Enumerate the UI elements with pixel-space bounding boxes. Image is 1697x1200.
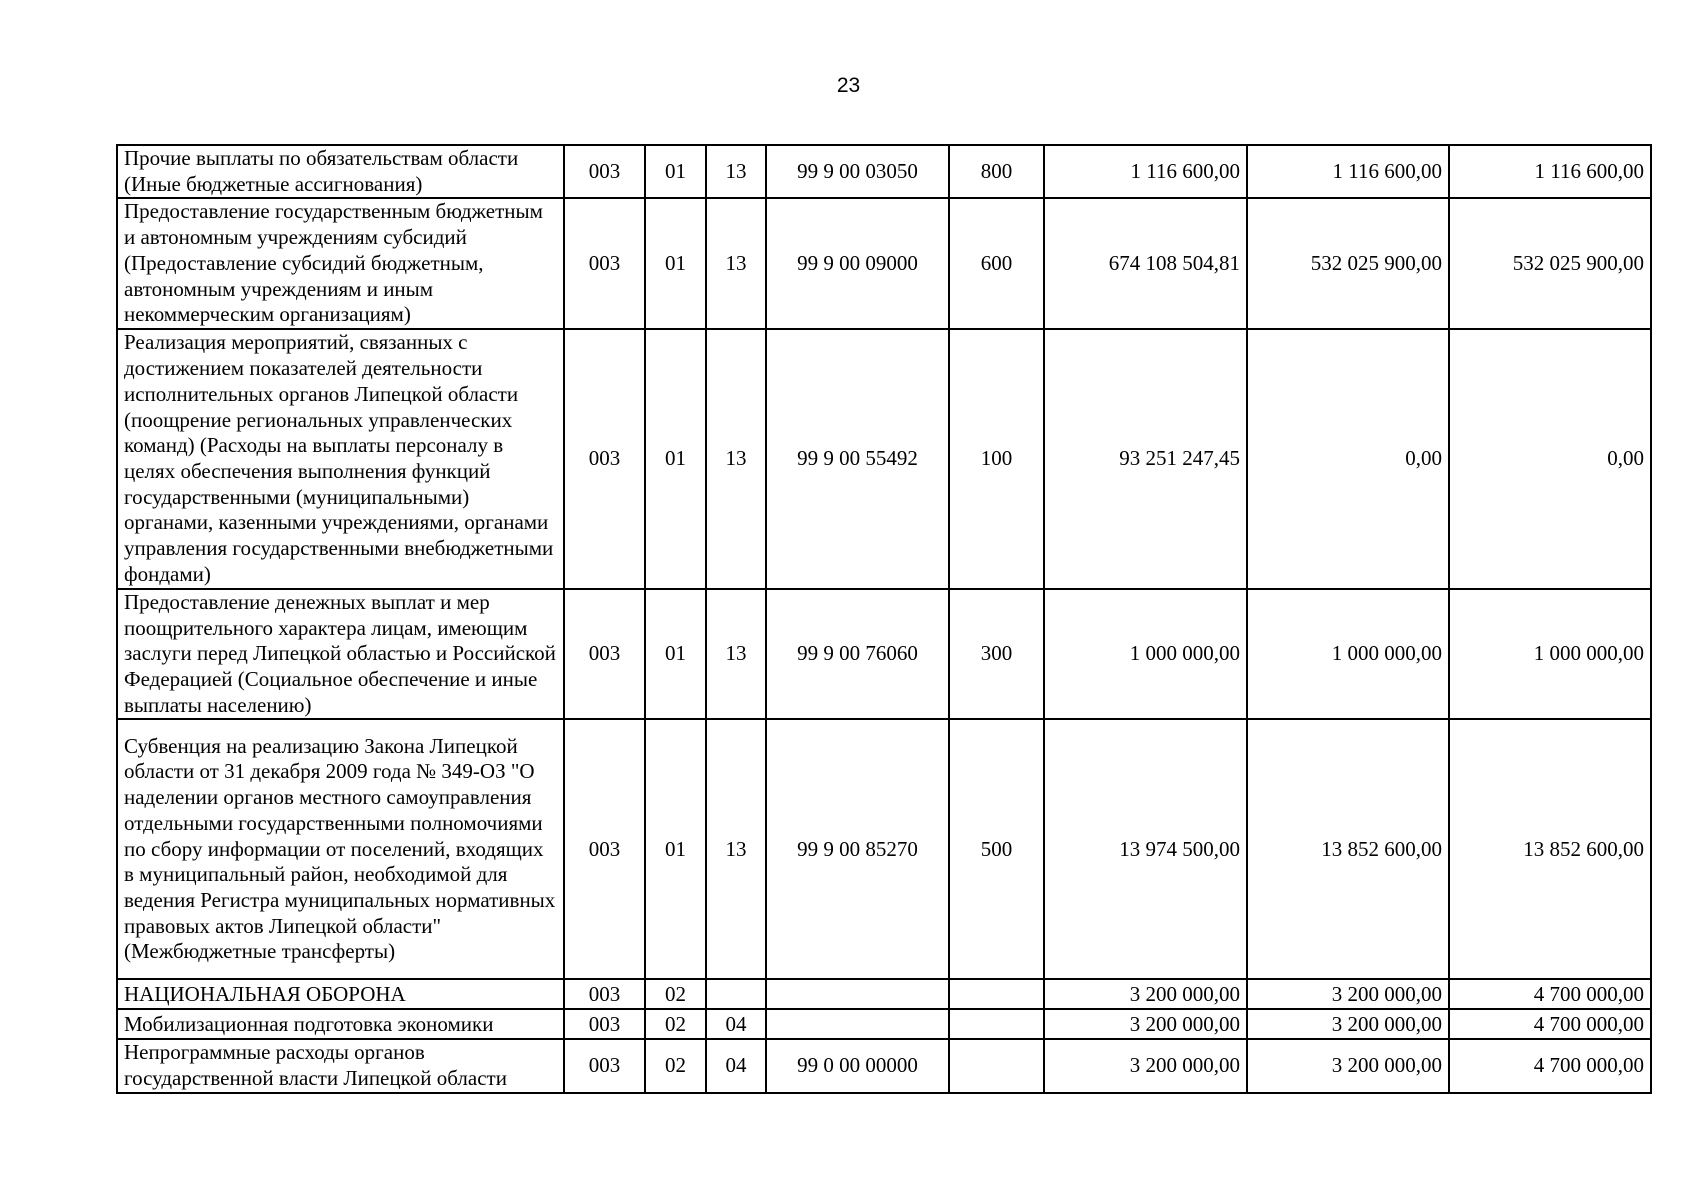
amount-year-2: 3 200 000,00 bbox=[1247, 1039, 1449, 1092]
ministry-code: 003 bbox=[564, 145, 645, 198]
expense-type-code bbox=[949, 1039, 1044, 1092]
page-number: 23 bbox=[836, 74, 861, 97]
amount-year-2: 3 200 000,00 bbox=[1247, 1009, 1449, 1039]
target-article-code bbox=[766, 1009, 949, 1039]
table-row bbox=[117, 979, 1651, 1009]
ministry-code: 003 bbox=[564, 198, 645, 329]
target-article-code: 99 9 00 03050 bbox=[766, 145, 949, 198]
table-row bbox=[117, 1039, 1651, 1092]
amount-year-1: 93 251 247,45 bbox=[1044, 329, 1247, 589]
ministry-code: 003 bbox=[564, 979, 645, 1009]
target-article-code: 99 0 00 00000 bbox=[766, 1039, 949, 1092]
target-article-code bbox=[766, 979, 949, 1009]
amount-year-3: 4 700 000,00 bbox=[1449, 979, 1651, 1009]
section-code: 02 bbox=[645, 979, 706, 1009]
amount-year-2: 1 000 000,00 bbox=[1247, 589, 1449, 720]
amount-year-3: 1 000 000,00 bbox=[1449, 589, 1651, 720]
row-description: Непрограммные расходы органов государственной власти Липецкой области bbox=[117, 1039, 564, 1092]
table-row bbox=[117, 198, 1651, 329]
amount-year-2: 13 852 600,00 bbox=[1247, 719, 1449, 979]
amount-year-3: 1 116 600,00 bbox=[1449, 145, 1651, 198]
section-code: 02 bbox=[645, 1039, 706, 1092]
target-article-code: 99 9 00 76060 bbox=[766, 589, 949, 720]
budget-table bbox=[116, 144, 1652, 1094]
row-description: НАЦИОНАЛЬНАЯ ОБОРОНА bbox=[117, 979, 564, 1009]
ministry-code: 003 bbox=[564, 1039, 645, 1092]
section-code: 01 bbox=[645, 329, 706, 589]
amount-year-1: 3 200 000,00 bbox=[1044, 1039, 1247, 1092]
amount-year-2: 1 116 600,00 bbox=[1247, 145, 1449, 198]
amount-year-2: 0,00 bbox=[1247, 329, 1449, 589]
ministry-code: 003 bbox=[564, 719, 645, 979]
subsection-code: 04 bbox=[706, 1039, 766, 1092]
amount-year-2: 532 025 900,00 bbox=[1247, 198, 1449, 329]
amount-year-1: 3 200 000,00 bbox=[1044, 1009, 1247, 1039]
subsection-code: 13 bbox=[706, 145, 766, 198]
subsection-code: 13 bbox=[706, 329, 766, 589]
amount-year-1: 1 116 600,00 bbox=[1044, 145, 1247, 198]
ministry-code: 003 bbox=[564, 589, 645, 720]
subsection-code bbox=[706, 979, 766, 1009]
table-row bbox=[117, 1009, 1651, 1039]
row-description: Мобилизационная подготовка экономики bbox=[117, 1009, 564, 1039]
table-row bbox=[117, 719, 1651, 979]
row-description: Субвенция на реализацию Закона Липецкой области от 31 декабря 2009 года № 349-ОЗ "О наделении органов местного самоуправления отдельными государственными полномочиями по сбору информации от поселений, входящих в муниципальный район, необходимой для ведения Регистра муниципальных нормативных правовых актов Липецкой области" (Межбюджетные трансферты) bbox=[117, 719, 564, 979]
expense-type-code: 500 bbox=[949, 719, 1044, 979]
section-code: 01 bbox=[645, 145, 706, 198]
subsection-code: 13 bbox=[706, 719, 766, 979]
subsection-code: 13 bbox=[706, 198, 766, 329]
target-article-code: 99 9 00 09000 bbox=[766, 198, 949, 329]
expense-type-code: 100 bbox=[949, 329, 1044, 589]
amount-year-3: 0,00 bbox=[1449, 329, 1651, 589]
ministry-code: 003 bbox=[564, 329, 645, 589]
amount-year-3: 4 700 000,00 bbox=[1449, 1009, 1651, 1039]
amount-year-3: 4 700 000,00 bbox=[1449, 1039, 1651, 1092]
section-code: 01 bbox=[645, 198, 706, 329]
expense-type-code: 800 bbox=[949, 145, 1044, 198]
row-description: Предоставление государственным бюджетным и автономным учреждениям субсидий (Предоставление субсидий бюджетным, автономным учреждениям и иным некоммерческим организациям) bbox=[117, 198, 564, 329]
ministry-code: 003 bbox=[564, 1009, 645, 1039]
target-article-code: 99 9 00 85270 bbox=[766, 719, 949, 979]
row-description: Предоставление денежных выплат и мер поощрительного характера лицам, имеющим заслуги перед Липецкой областью и Российской Федерацией (Социальное обеспечение и иные выплаты населению) bbox=[117, 589, 564, 720]
expense-type-code: 300 bbox=[949, 589, 1044, 720]
table-row bbox=[117, 329, 1651, 589]
amount-year-3: 13 852 600,00 bbox=[1449, 719, 1651, 979]
amount-year-1: 674 108 504,81 bbox=[1044, 198, 1247, 329]
expense-type-code bbox=[949, 1009, 1044, 1039]
amount-year-1: 1 000 000,00 bbox=[1044, 589, 1247, 720]
table-row bbox=[117, 145, 1651, 198]
target-article-code: 99 9 00 55492 bbox=[766, 329, 949, 589]
subsection-code: 04 bbox=[706, 1009, 766, 1039]
expense-type-code: 600 bbox=[949, 198, 1044, 329]
subsection-code: 13 bbox=[706, 589, 766, 720]
amount-year-1: 3 200 000,00 bbox=[1044, 979, 1247, 1009]
row-description: Реализация мероприятий, связанных с достижением показателей деятельности исполнительных органов Липецкой области (поощрение региональных управленческих команд) (Расходы на выплаты персоналу в целях обеспечения выполнения функций государственными (муниципальными) органами, казенными учреждениями, органами управления государственными внебюджетными фондами) bbox=[117, 329, 564, 589]
amount-year-2: 3 200 000,00 bbox=[1247, 979, 1449, 1009]
section-code: 01 bbox=[645, 589, 706, 720]
expense-type-code bbox=[949, 979, 1044, 1009]
section-code: 01 bbox=[645, 719, 706, 979]
amount-year-1: 13 974 500,00 bbox=[1044, 719, 1247, 979]
amount-year-3: 532 025 900,00 bbox=[1449, 198, 1651, 329]
row-description: Прочие выплаты по обязательствам области (Иные бюджетные ассигнования) bbox=[117, 145, 564, 198]
section-code: 02 bbox=[645, 1009, 706, 1039]
table-row bbox=[117, 589, 1651, 720]
